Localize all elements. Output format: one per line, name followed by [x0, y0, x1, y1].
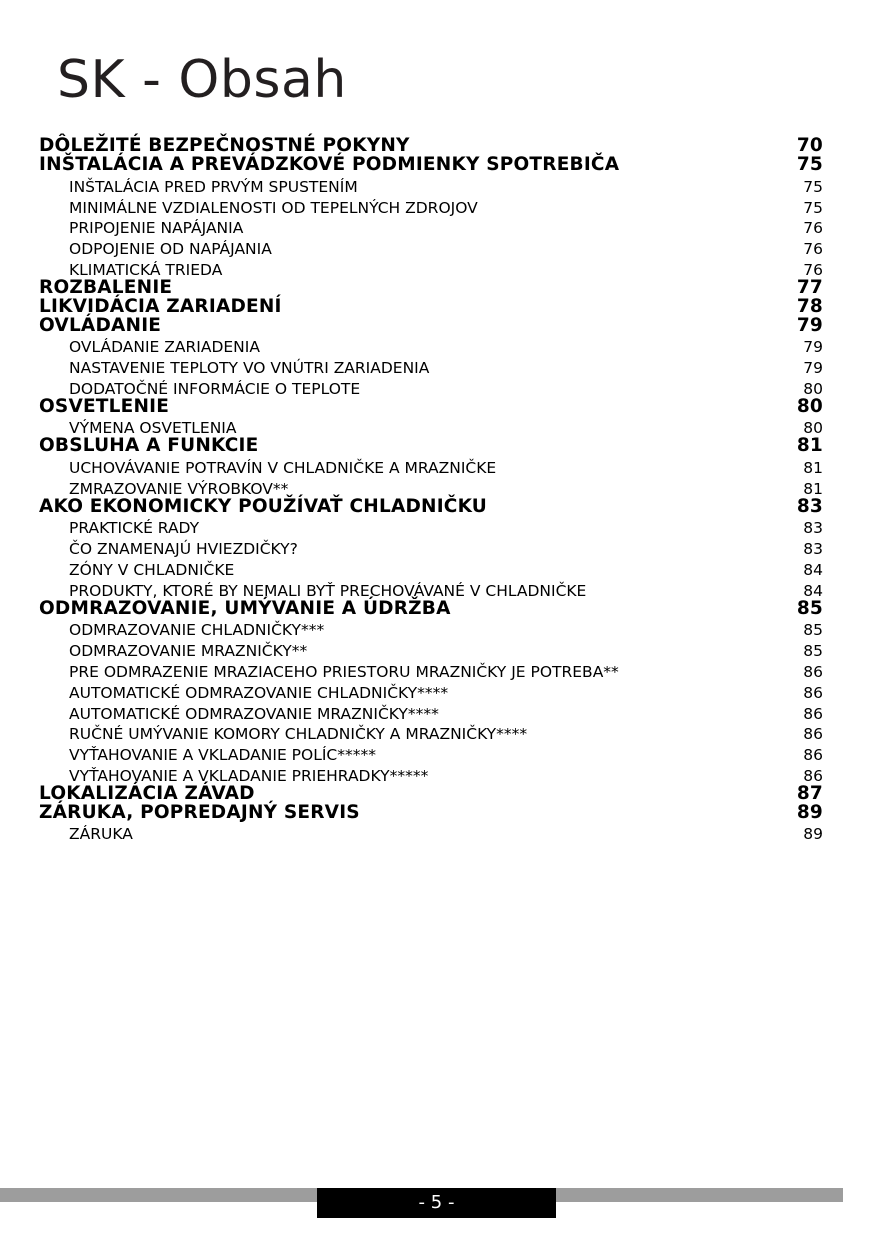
toc-entry-page: 75	[803, 178, 823, 196]
toc-entry-page: 86	[803, 663, 823, 681]
toc-entry-label: VYŤAHOVANIE A VKLADANIE POLÍC*****	[69, 746, 376, 764]
toc-entry-page: 84	[803, 582, 823, 600]
toc-entry-label: OVLÁDANIE	[39, 315, 162, 336]
toc-entry-label: DODATOČNÉ INFORMÁCIE O TEPLOTE	[69, 380, 361, 398]
toc-entry-label: VYŤAHOVANIE A VKLADANIE PRIEHRADKY*****	[69, 767, 429, 785]
toc-entry-page: 80	[803, 380, 823, 398]
toc-entry-page: 75	[796, 154, 823, 175]
toc-entry-page: 70	[796, 135, 823, 156]
toc-entry-label: ZÁRUKA	[69, 825, 133, 843]
toc-entry-page: 76	[803, 261, 823, 279]
toc-entry-label: ROZBALENIE	[39, 277, 173, 298]
toc-entry-label: INŠTALÁCIA PRED PRVÝM SPUSTENÍM	[69, 178, 358, 196]
toc-entry-label: OVLÁDANIE ZARIADENIA	[69, 338, 260, 356]
toc-entry-page: 81	[803, 480, 823, 498]
toc-entry-page: 79	[803, 359, 823, 377]
toc-entry-label: ODMRAZOVANIE CHLADNIČKY***	[69, 621, 325, 639]
toc-entry-label: PRODUKTY, KTORÉ BY NEMALI BYŤ PRECHOVÁVANÉ V CHLADNIČKE	[69, 582, 587, 600]
toc-entry-page: 85	[796, 598, 823, 619]
toc-entry-page: 85	[803, 621, 823, 639]
toc-entry-page: 83	[803, 519, 823, 537]
toc-entry-page: 80	[796, 396, 823, 417]
toc-entry-label: ODMRAZOVANIE MRAZNIČKY**	[69, 642, 308, 660]
toc-entry-page: 81	[803, 459, 823, 477]
toc-entry-label: KLIMATICKÁ TRIEDA	[69, 261, 223, 279]
toc-entry-label: NASTAVENIE TEPLOTY VO VNÚTRI ZARIADENIA	[69, 359, 430, 377]
toc-entry-page: 75	[803, 199, 823, 217]
toc-entry-label: ZMRAZOVANIE VÝROBKOV**	[69, 480, 289, 498]
toc-entry-label: ZÓNY V CHLADNIČKE	[69, 561, 235, 579]
toc-entry-page: 79	[803, 338, 823, 356]
toc-entry-label: VÝMENA OSVETLENIA	[69, 419, 237, 437]
toc-entry-page: 76	[803, 240, 823, 258]
toc-entry-label: MINIMÁLNE VZDIALENOSTI OD TEPELNÝCH ZDROJOV	[69, 199, 478, 217]
toc-entry-label: DÔLEŽITÉ BEZPEČNOSTNÉ POKYNY	[39, 135, 410, 156]
page-title: SK - Obsah	[57, 50, 347, 110]
toc-entry-page: 86	[803, 725, 823, 743]
toc-entry-page: 86	[803, 684, 823, 702]
toc-entry-label: LOKALIZÁCIA ZÁVAD	[39, 783, 255, 804]
toc-entry-page: 89	[796, 802, 823, 823]
page-number: - 5 -	[317, 1188, 556, 1218]
toc-entry-label: ZÁRUKA, POPREDAJNÝ SERVIS	[39, 802, 360, 823]
toc-entry-label: INŠTALÁCIA A PREVÁDZKOVÉ PODMIENKY SPOTREBIČA	[39, 154, 620, 175]
toc-entry-page: 86	[803, 746, 823, 764]
toc-entry-label: AUTOMATICKÉ ODMRAZOVANIE MRAZNIČKY****	[69, 705, 439, 723]
toc-entry-label: ODPOJENIE OD NAPÁJANIA	[69, 240, 272, 258]
toc-entry-page: 87	[796, 783, 823, 804]
toc-entry-page: 79	[796, 315, 823, 336]
toc-entry-label: PRE ODMRAZENIE MRAZIACEHO PRIESTORU MRAZNIČKY JE POTREBA**	[69, 663, 619, 681]
toc-entry-page: 85	[803, 642, 823, 660]
toc-entry-label: ČO ZNAMENAJÚ HVIEZDIČKY?	[69, 540, 298, 558]
toc-entry-label: LIKVIDÁCIA ZARIADENÍ	[39, 296, 282, 317]
toc-entry-page: 76	[803, 219, 823, 237]
toc-entry-page: 86	[803, 705, 823, 723]
toc-entry-page: 77	[796, 277, 823, 298]
toc-entry-page: 83	[803, 540, 823, 558]
toc-entry-page: 83	[796, 496, 823, 517]
toc-entry-label: RUČNÉ UMÝVANIE KOMORY CHLADNIČKY A MRAZNIČKY****	[69, 725, 528, 743]
toc-entry-page: 84	[803, 561, 823, 579]
toc-entry-page: 89	[803, 825, 823, 843]
toc-entry-page: 80	[803, 419, 823, 437]
toc-entry-label: ODMRAZOVANIE, UMÝVANIE A ÚDRŽBA	[39, 598, 451, 619]
toc-entry-label: UCHOVÁVANIE POTRAVÍN V CHLADNIČKE A MRAZNIČKE	[69, 459, 497, 477]
toc-entry-page: 86	[803, 767, 823, 785]
toc-entry-label: PRIPOJENIE NAPÁJANIA	[69, 219, 244, 237]
toc-entry-label: OBSLUHA A FUNKCIE	[39, 435, 259, 456]
toc-entry-label: AKO EKONOMICKY POUŽÍVAŤ CHLADNIČKU	[39, 496, 488, 517]
toc-entry-page: 78	[796, 296, 823, 317]
toc-entry-page: 81	[796, 435, 823, 456]
toc-entry-label: PRAKTICKÉ RADY	[69, 519, 200, 537]
toc-entry-label: OSVETLENIE	[39, 396, 170, 417]
toc-entry-label: AUTOMATICKÉ ODMRAZOVANIE CHLADNIČKY****	[69, 684, 449, 702]
